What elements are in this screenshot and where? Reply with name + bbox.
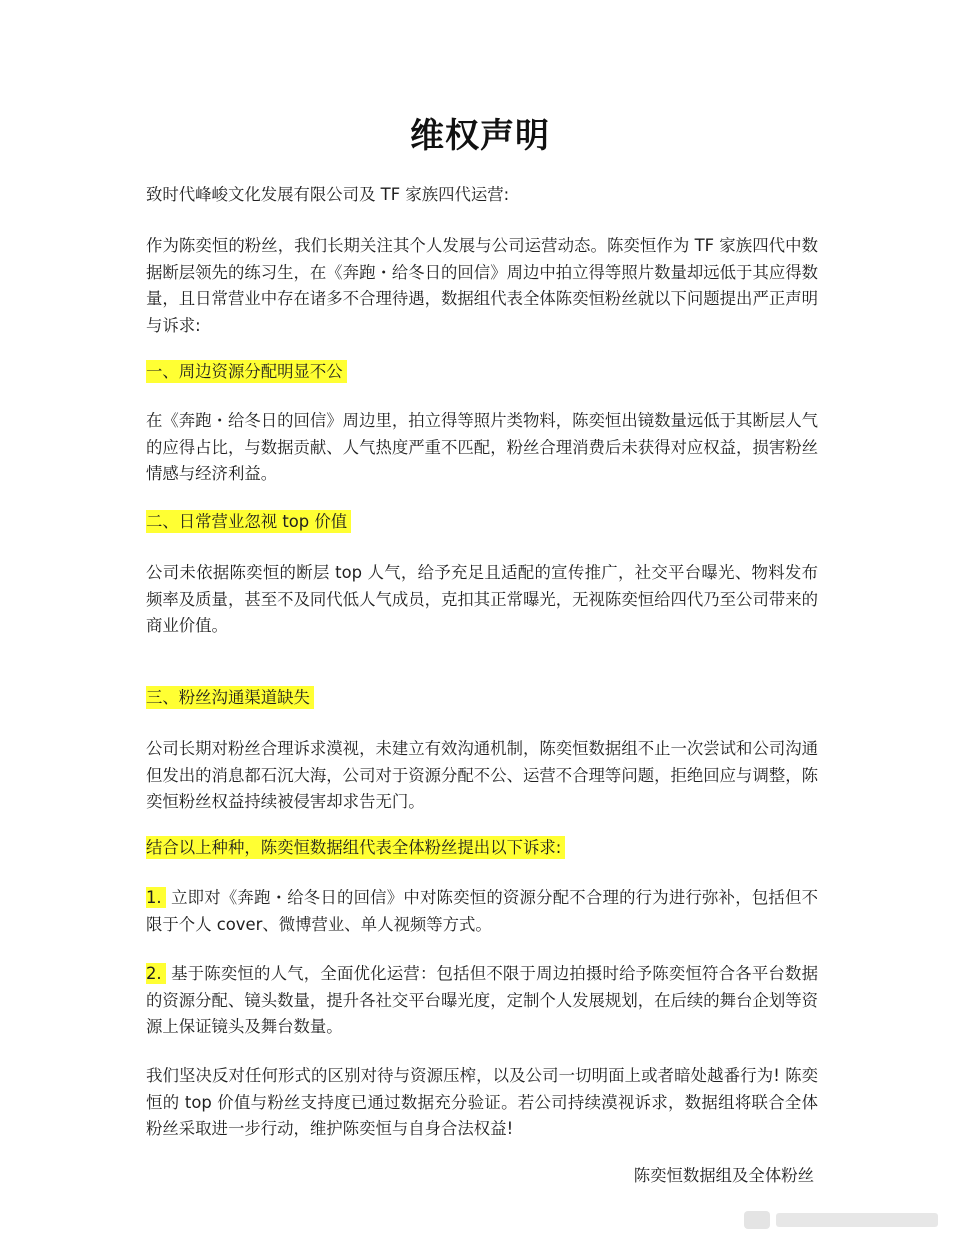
salutation: 致时代峰峻文化发展有限公司及 TF 家族四代运营: (146, 185, 510, 204)
demand-item-1-number: 1. (146, 887, 166, 908)
demand-item-2 (146, 961, 818, 1041)
section-body-2: 公司未依据陈奕恒的断层 top 人气，给予充足且适配的宣传推广，社交平台曝光、物料发布频率及质量，甚至不及同代低人气成员，克扣其正常曝光，无视陈奕恒给四代乃至公司带来的商业价值。 (146, 563, 819, 635)
demand-item-1 (146, 885, 818, 938)
document-title: 维权声明 (410, 116, 550, 156)
signature: 陈奕恒数据组及全体粉丝 (633, 1166, 814, 1185)
watermark-logo-icon (744, 1211, 770, 1229)
section-heading-3 (146, 685, 818, 712)
section-heading-2-text: 二、日常营业忽视 top 价值 (146, 510, 351, 533)
section-heading-3-text: 三、粉丝沟通渠道缺失 (146, 686, 314, 709)
section-heading-2 (146, 509, 818, 536)
demand-item-2-text: 基于陈奕恒的人气，全面优化运营：包括但不限于周边拍摄时给予陈奕恒符合各平台数据的资源分配、镜头数量，提升各社交平台曝光度，定制个人发展规划，在后续的舞台企划等资源上保证镜头及舞台数量。 (146, 964, 819, 1036)
section-body-1: 在《奔跑・给冬日的回信》周边里，拍立得等照片类物料，陈奕恒出镜数量远低于其断层人气的应得占比，与数据贡献、人气热度严重不匹配，粉丝合理消费后未获得对应权益，损害粉丝情感与经济利益。 (146, 411, 819, 483)
demands-heading (146, 835, 818, 862)
demand-item-2-number: 2. (146, 963, 166, 984)
section-body-3: 公司长期对粉丝合理诉求漠视，未建立有效沟通机制，陈奕恒数据组不止一次尝试和公司沟通但发出的消息都石沉大海，公司对于资源分配不公、运营不合理等问题，拒绝回应与调整，陈奕恒粉丝权益持续被侵害却求告无门。 (146, 739, 819, 811)
section-heading-1-text: 一、周边资源分配明显不公 (146, 360, 347, 383)
watermark-text-blur (776, 1213, 938, 1227)
demand-item-1-text: 立即对《奔跑・给冬日的回信》中对陈奕恒的资源分配不合理的行为进行弥补，包括但不限于个人 cover、微博营业、单人视频等方式。 (146, 888, 818, 934)
platform-watermark (744, 1211, 938, 1229)
section-heading-1 (146, 359, 818, 386)
intro-paragraph: 作为陈奕恒的粉丝，我们长期关注其个人发展与公司运营动态。陈奕恒作为 TF 家族四代中数据断层领先的练习生，在《奔跑・给冬日的回信》周边中拍立得等照片数量却远低于其应得数量，且日常营业中存在诸多不合理待遇，数据组代表全体陈奕恒粉丝就以下问题提出严正声明与诉求: (146, 236, 819, 335)
demands-heading-text: 结合以上种种，陈奕恒数据组代表全体粉丝提出以下诉求: (146, 836, 565, 859)
closing-paragraph: 我们坚决反对任何形式的区别对待与资源压榨，以及公司一切明面上或者暗处越番行为! 陈奕恒的 top 价值与粉丝支持度已通过数据充分验证。若公司持续漠视诉求，数据组将联合全体粉丝采取进一步行动，维护陈奕恒与自身合法权益! (146, 1066, 818, 1138)
